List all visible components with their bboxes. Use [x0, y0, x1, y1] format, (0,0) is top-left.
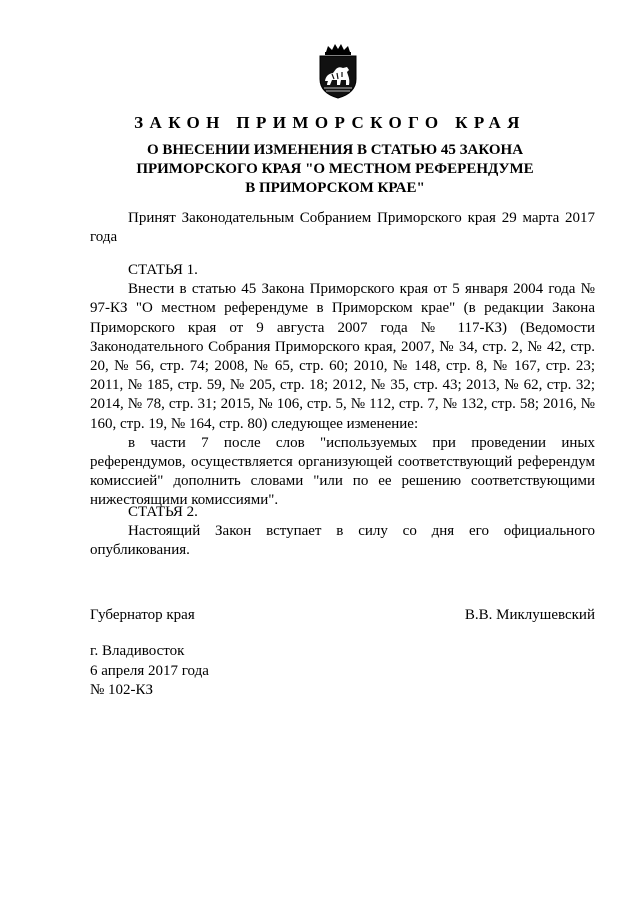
primorye-coat-of-arms-icon — [316, 43, 360, 99]
signature-position: Губернатор края — [90, 607, 195, 623]
signature-name: В.В. Миклушевский — [464, 607, 595, 623]
subtitle-line: В ПРИМОРСКОМ КРАЕ" — [245, 180, 425, 196]
article-1-intro: Внести в статью 45 Закона Приморского края от 5 января 2004 года № 97-КЗ "О местном референдуме в Приморском крае" (в редакции Закона Приморского края от 9 августа 2007 года № 117-КЗ) (Ведомости Законодательного Собрания Приморского края, 2007, № 34, стр. 2, № 42, стр. 20, № 56, стр. 74; 2008, № 65, стр. 60; 2010, № 148, стр. 8, № 167, стр. 23; 2011, № 185, стр. 59, № 205, стр. 18; 2012, № 35, стр. 43; 2013, № 62, стр. 32; 2014, № 78, стр. 31; 2015, № 106, стр. 5, № 112, стр. 7, № 132, стр. 58; 2016, № 160, стр. 19, № 164, стр. 80) следующее изменение: — [90, 281, 595, 432]
subtitle-line: О ВНЕСЕНИИ ИЗМЕНЕНИЯ В СТАТЬЮ 45 ЗАКОНА — [146, 142, 524, 158]
article-2 — [90, 503, 595, 561]
article-1-change: в части 7 после слов "используемых при проведении иных референдумов, осуществляется организующей соответствующий референдум комиссией" дополнить словами "или по ее решению соответствующими нижестоящими комиссиями". — [90, 434, 595, 509]
article-2-heading: СТАТЬЯ 2. — [128, 504, 198, 520]
subtitle-line: ПРИМОРСКОГО КРАЯ "О МЕСТНОМ РЕФЕРЕНДУМЕ — [136, 161, 534, 177]
place-date: 6 апреля 2017 года — [90, 662, 209, 679]
article-1 — [90, 261, 595, 511]
law-title: ЗАКОН ПРИМОРСКОГО КРАЯ — [134, 113, 526, 132]
law-subtitle — [0, 141, 640, 198]
place-city: г. Владивосток — [90, 643, 185, 659]
article-1-heading: СТАТЬЯ 1. — [128, 262, 198, 278]
article-2-text: Настоящий Закон вступает в силу со дня его официального опубликования. — [90, 523, 595, 559]
accepted-text: Принят Законодательным Собранием Приморского края 29 марта 2017 года — [90, 210, 595, 246]
accepted-block — [90, 209, 595, 247]
law-number: № 102-КЗ — [90, 682, 154, 698]
place-date-block — [90, 642, 209, 701]
